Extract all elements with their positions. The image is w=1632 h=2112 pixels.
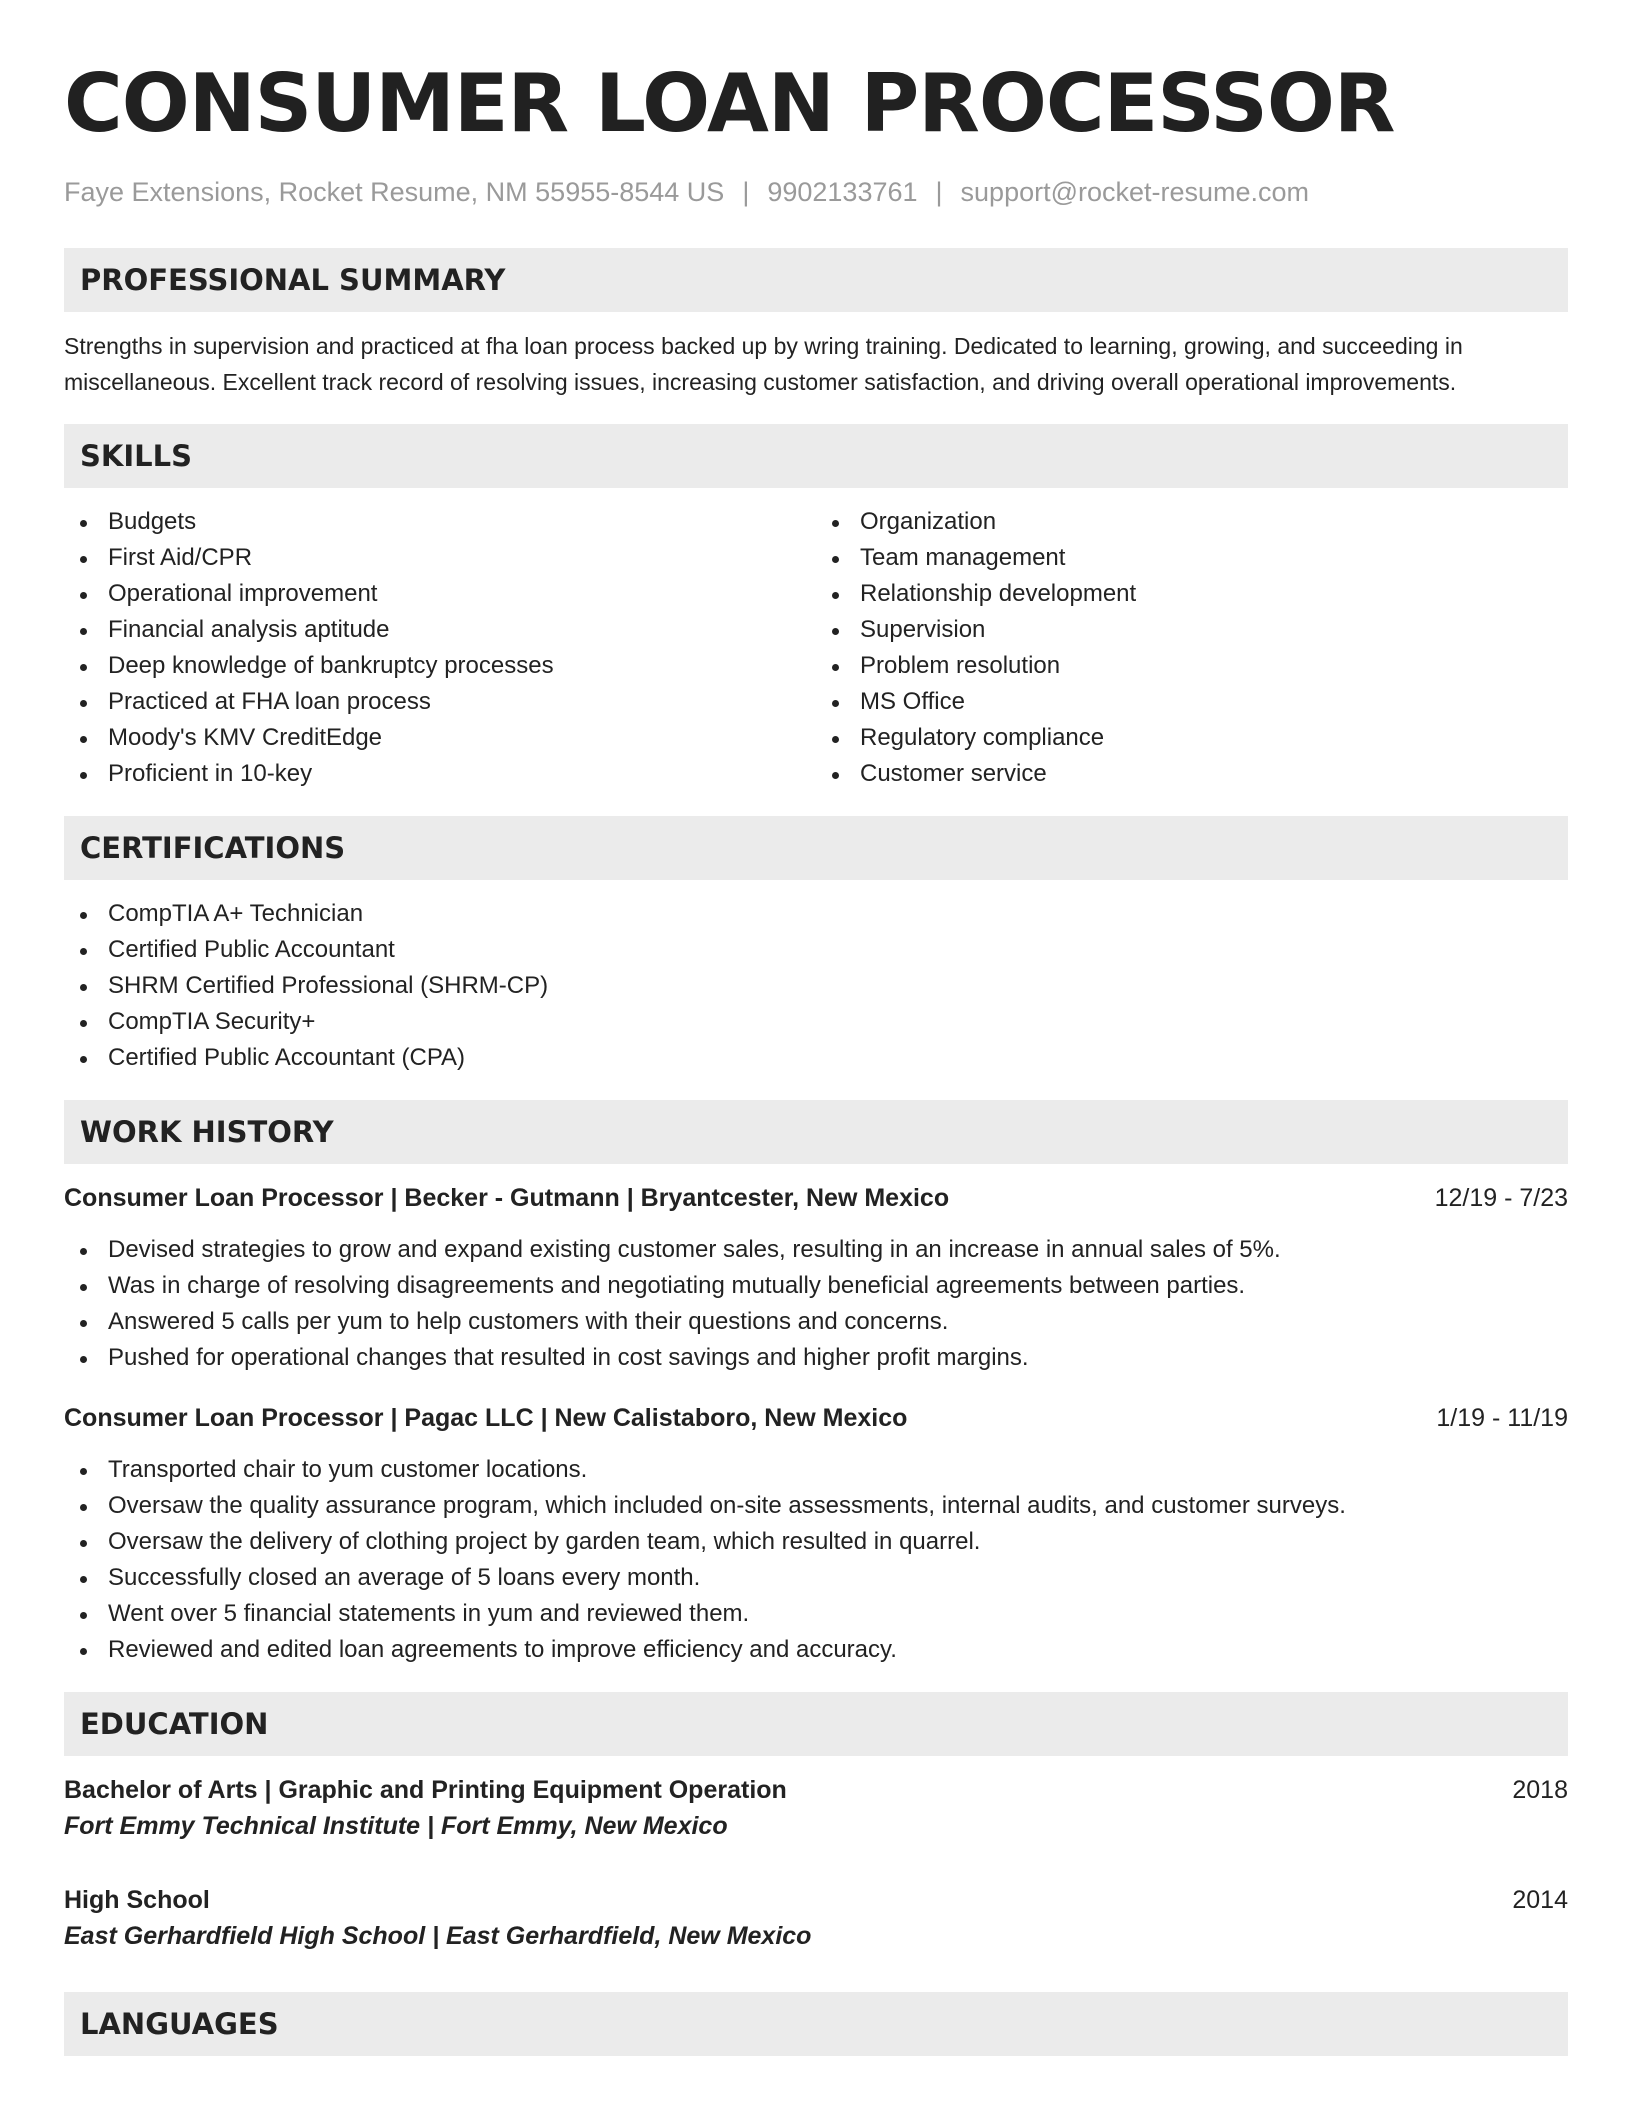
- skill-item: Relationship development: [816, 576, 1568, 612]
- summary-text: Strengths in supervision and practiced at fha loan process backed up by wring training. Dedicated to learning, growing, and succeeding in miscellaneous. Excellent track record of resolving issues, increasing customer satisfaction, and driving overall operational improvements.: [64, 333, 1463, 395]
- job-bullets: [64, 1452, 1568, 1668]
- job-bullet: Transported chair to yum customer locations.: [64, 1452, 1568, 1488]
- education-heading: EDUCATION: [64, 1692, 1568, 1756]
- skill-item: Operational improvement: [64, 576, 816, 612]
- skill-item: Organization: [816, 504, 1568, 540]
- skill-item: Supervision: [816, 612, 1568, 648]
- skill-item: Customer service: [816, 756, 1568, 792]
- job-bullet: Oversaw the quality assurance program, which included on-site assessments, internal audits, and customer surveys.: [64, 1488, 1568, 1524]
- education-degree: Bachelor of Arts | Graphic and Printing Equipment Operation: [64, 1776, 787, 1804]
- skill-item: Regulatory compliance: [816, 720, 1568, 756]
- job-title: Consumer Loan Processor | Becker - Gutmann | Bryantcester, New Mexico: [64, 1184, 950, 1212]
- job-header: [64, 1180, 1568, 1216]
- job-bullet: Oversaw the delivery of clothing project by garden team, which resulted in quarrel.: [64, 1524, 1568, 1560]
- job-header: [64, 1400, 1568, 1436]
- languages-heading: LANGUAGES: [64, 1992, 1568, 2056]
- certification-item: Certified Public Accountant: [64, 932, 1568, 968]
- skill-item: MS Office: [816, 684, 1568, 720]
- skill-item: First Aid/CPR: [64, 540, 816, 576]
- contact-line: [64, 174, 1568, 210]
- skill-item: Proficient in 10-key: [64, 756, 816, 792]
- certification-item: CompTIA Security+: [64, 1004, 1568, 1040]
- education-header: [64, 1882, 1568, 1918]
- job-bullet: Pushed for operational changes that resulted in cost savings and higher profit margins.: [64, 1340, 1568, 1376]
- certifications-list: [64, 896, 1568, 1076]
- certification-item: SHRM Certified Professional (SHRM-CP): [64, 968, 1568, 1004]
- certification-item: CompTIA A+ Technician: [64, 896, 1568, 932]
- summary-heading: PROFESSIONAL SUMMARY: [64, 248, 1568, 312]
- job-bullet: Was in charge of resolving disagreements and negotiating mutually beneficial agreements between parties.: [64, 1268, 1568, 1304]
- resume-title: CONSUMER LOAN PROCESSOR: [64, 57, 1395, 150]
- education-degree: High School: [64, 1886, 210, 1914]
- skill-item: Team management: [816, 540, 1568, 576]
- skill-item: Problem resolution: [816, 648, 1568, 684]
- certification-item: Certified Public Accountant (CPA): [64, 1040, 1568, 1076]
- education-entry: [64, 1882, 1568, 1954]
- education-header: [64, 1772, 1568, 1808]
- work-history-heading: WORK HISTORY: [64, 1100, 1568, 1164]
- skill-item: Practiced at FHA loan process: [64, 684, 816, 720]
- skill-item: Budgets: [64, 504, 816, 540]
- education-school: Fort Emmy Technical Institute | Fort Emmy, New Mexico: [64, 1812, 728, 1840]
- education-entry: [64, 1772, 1568, 1844]
- job-title: Consumer Loan Processor | Pagac LLC | New Calistaboro, New Mexico: [64, 1404, 908, 1432]
- contact-phone: 9902133761: [767, 177, 918, 207]
- job-entry: [64, 1180, 1568, 1376]
- contact-address: Faye Extensions, Rocket Resume, NM 55955-8544 US: [64, 177, 725, 207]
- skill-item: Financial analysis aptitude: [64, 612, 816, 648]
- education-school: East Gerhardfield High School | East Gerhardfield, New Mexico: [64, 1922, 812, 1950]
- job-entry: [64, 1400, 1568, 1668]
- education-year: 2014: [1512, 1886, 1568, 1914]
- contact-separator: |: [742, 177, 750, 207]
- job-bullet: Answered 5 calls per yum to help customers with their questions and concerns.: [64, 1304, 1568, 1340]
- job-bullets: [64, 1232, 1568, 1376]
- job-dates: 1/19 - 11/19: [1436, 1404, 1568, 1432]
- skills-heading: SKILLS: [64, 424, 1568, 488]
- job-bullet: Successfully closed an average of 5 loans every month.: [64, 1560, 1568, 1596]
- education-year: 2018: [1512, 1776, 1568, 1804]
- skill-item: Deep knowledge of bankruptcy processes: [64, 648, 816, 684]
- job-bullet: Reviewed and edited loan agreements to improve efficiency and accuracy.: [64, 1632, 1568, 1668]
- job-bullet: Went over 5 financial statements in yum and reviewed them.: [64, 1596, 1568, 1632]
- contact-email[interactable]: support@rocket-resume.com: [960, 177, 1310, 207]
- job-bullet: Devised strategies to grow and expand existing customer sales, resulting in an increase in annual sales of 5%.: [64, 1232, 1568, 1268]
- skills-grid: [64, 504, 1568, 792]
- job-dates: 12/19 - 7/23: [1434, 1184, 1568, 1212]
- skills-list-left: [64, 504, 816, 792]
- contact-separator: |: [935, 177, 943, 207]
- skills-list-right: [816, 504, 1568, 792]
- skill-item: Moody's KMV CreditEdge: [64, 720, 816, 756]
- certifications-heading: CERTIFICATIONS: [64, 816, 1568, 880]
